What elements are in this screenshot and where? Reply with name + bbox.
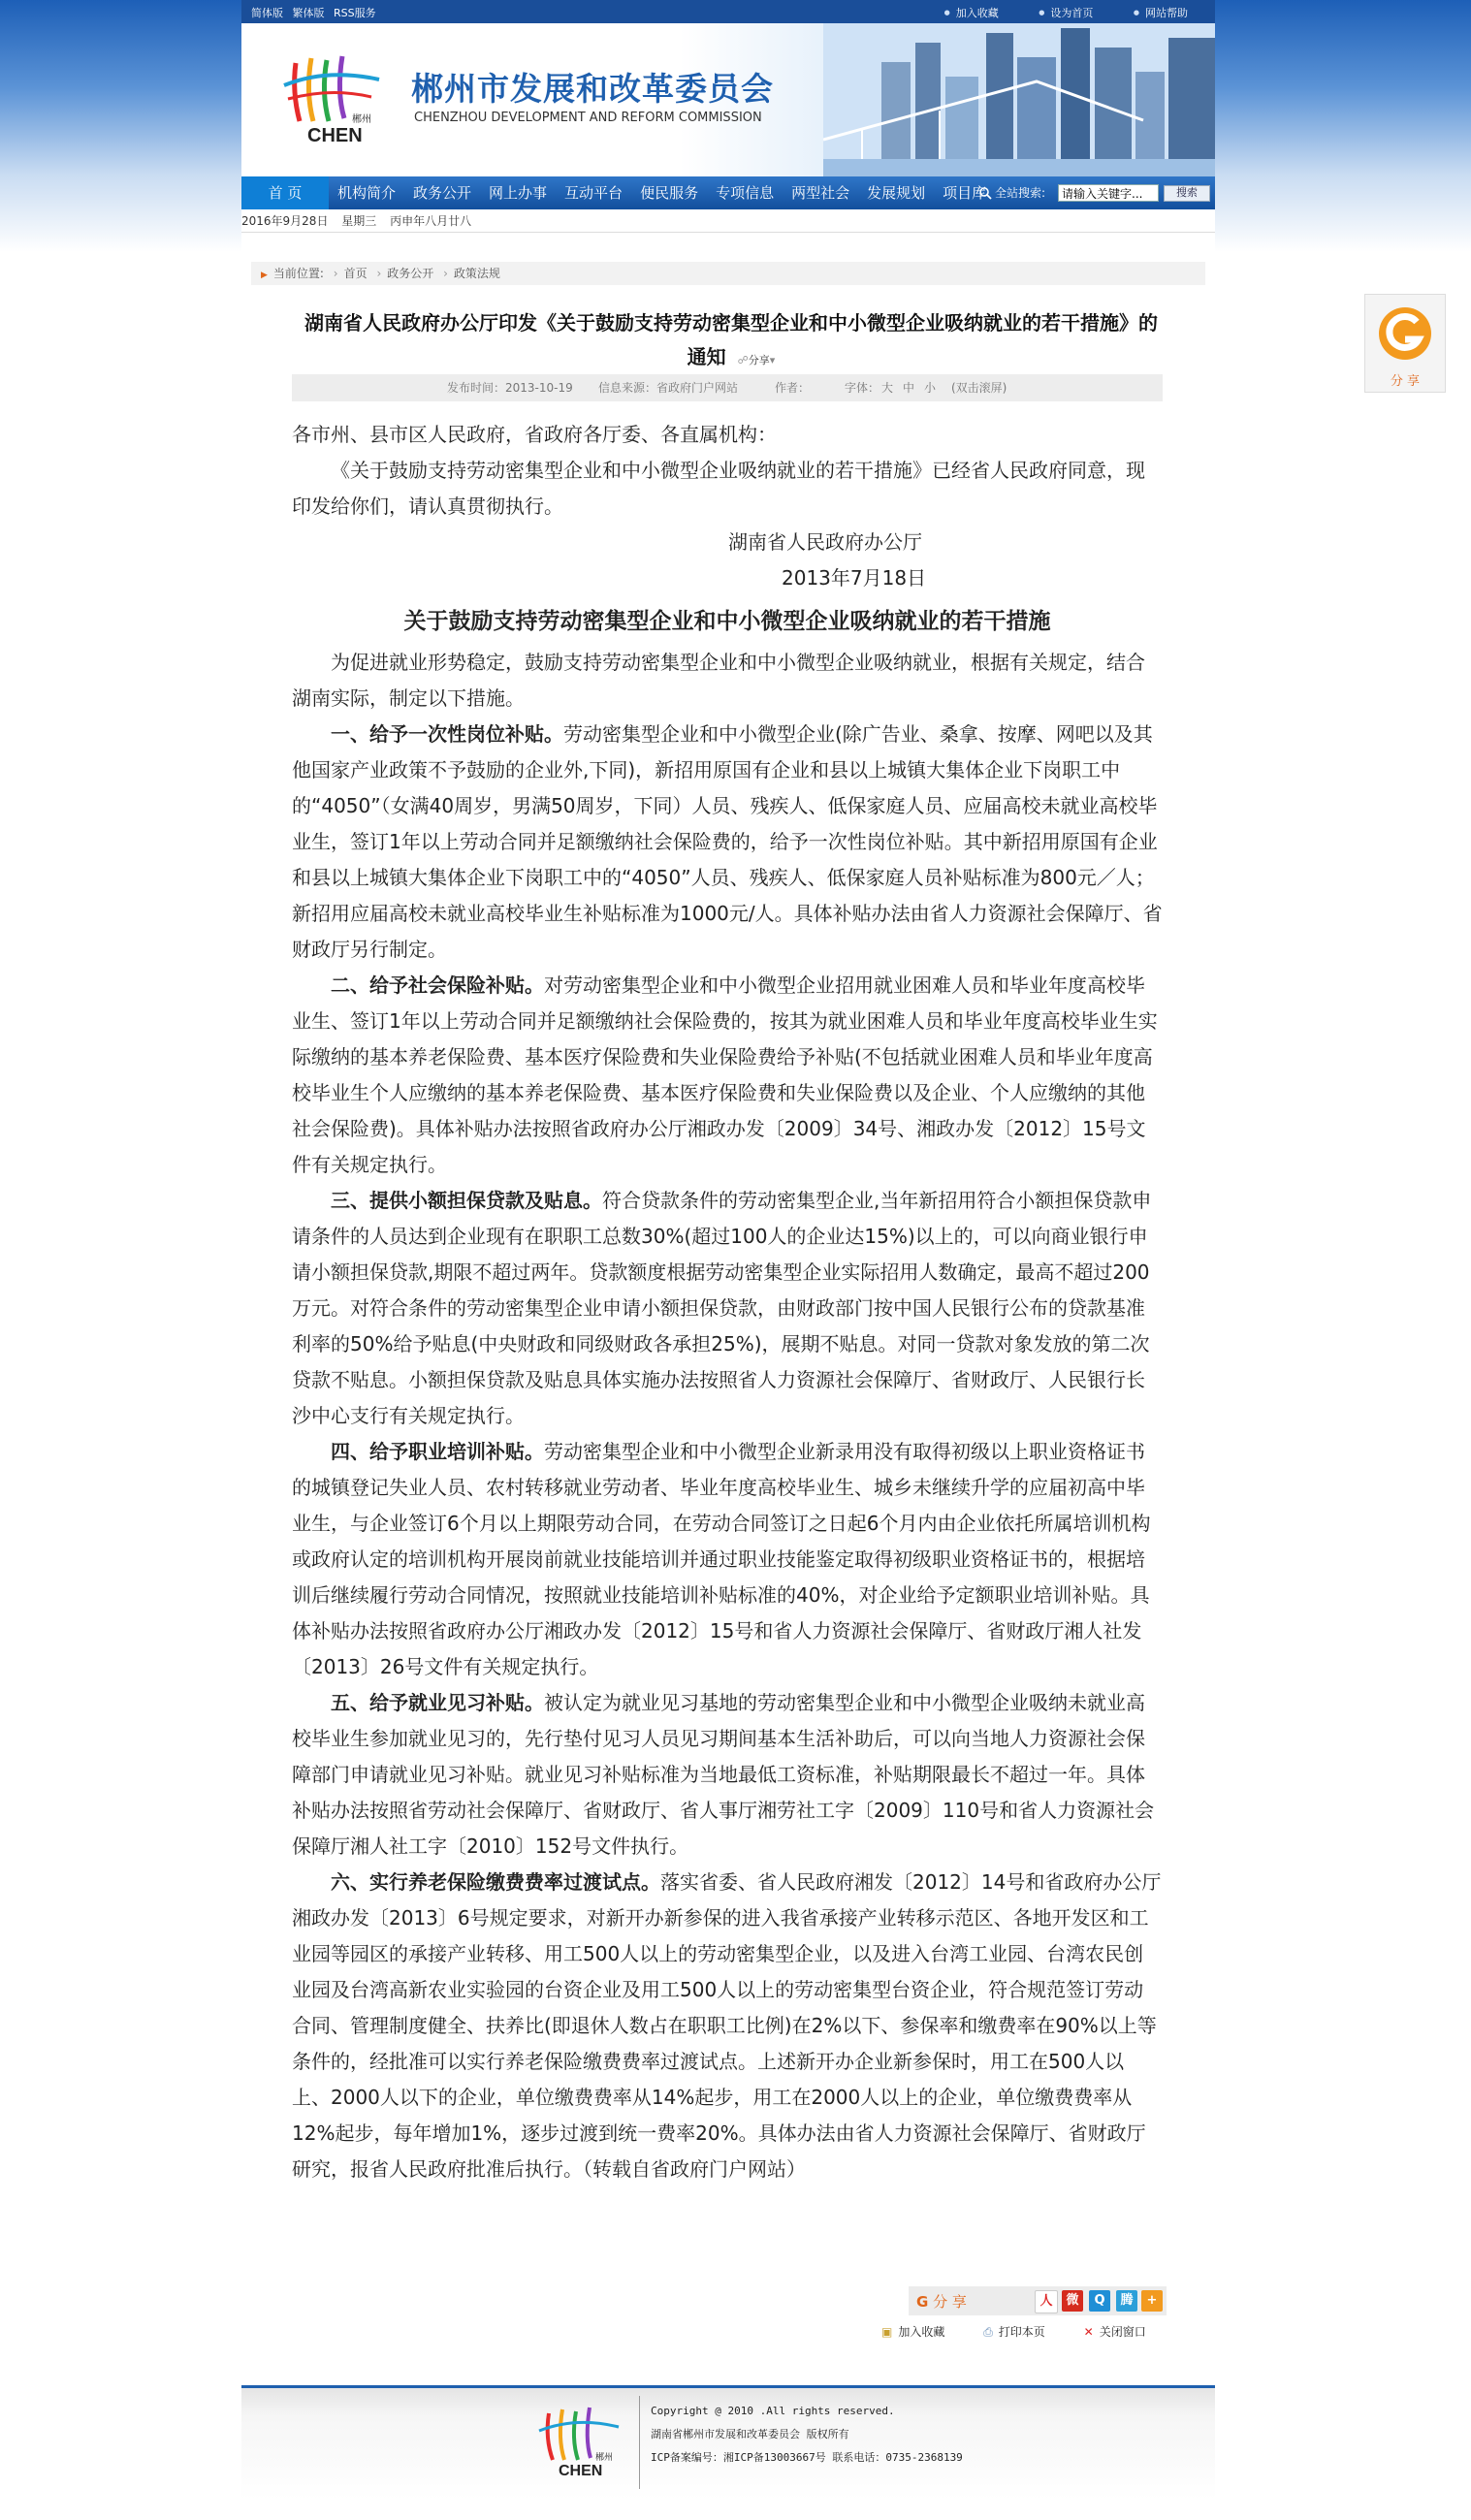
tool-close-window[interactable] (1084, 2325, 1164, 2339)
section-5-body: 被认定为就业见习基地的劳动密集型企业和中小微型企业吸纳未就业高校毕业生参加就业见习的，先行垫付见习人员见习期间基本生活补助后，可以向当地人力资源社会保障部门申请就业见习补贴。就业见习补贴标准为当地最低工资标准，补贴期限最长不超过一年。具体补贴办法按照省劳动社会保障厅、省财政厅、省人事厅湘劳社工字〔2009〕110号和省人力资源社会保障厅湘人社工字〔2010〕152号文件执行。 (292, 1691, 1155, 1858)
footer-logo-text: CHEN (559, 2463, 603, 2479)
footer-icp: ICP备案编号：湘ICP备13003667号 联系电话：0735-2368139 (651, 2451, 963, 2464)
lunar-date: 丙申年八月廿八 (390, 214, 472, 228)
section-1 (292, 717, 1163, 968)
nav-item-about[interactable]: 机构简介 (337, 184, 397, 202)
font-size-medium[interactable]: 中 (903, 381, 915, 395)
intro-paragraph: 《关于鼓励支持劳动密集型企业和中小微型企业吸纳就业的若干措施》已经省人民政府同意，现印发给你们，请认真贯彻执行。 (292, 459, 1145, 518)
link-simplified[interactable]: 简体版 (251, 7, 283, 19)
current-date: 2016年9月28日 (241, 214, 329, 228)
double-click-scroll: (双击滚屏) (951, 381, 1007, 395)
share-bar (909, 2286, 1167, 2315)
nav-item-gov-affairs[interactable]: 政务公开 (413, 184, 472, 202)
nav-item-two-type-society[interactable]: 两型社会 (791, 184, 850, 202)
share-logo-icon (1376, 304, 1434, 363)
section-4-heading: 四、给予职业培训补贴。 (331, 1440, 544, 1463)
author: 作者： (775, 381, 811, 395)
breadcrumb-label: 当前位置: (272, 267, 324, 280)
top-utility-bar (241, 0, 1215, 23)
share-mini-label: 分享 (748, 354, 770, 367)
link-add-favorite[interactable]: ● 加入收藏 (944, 7, 999, 19)
favorite-icon: ▣ (881, 2325, 893, 2339)
site-subtitle: CHENZHOU DEVELOPMENT AND REFORM COMMISSION (414, 111, 762, 125)
footer-divider (639, 2396, 640, 2489)
article-title: 湖南省人民政府办公厅印发《关于鼓励支持劳动密集型企业和中小微型企业吸纳就业的若干措施》的通知 (304, 311, 1158, 368)
floating-share-widget[interactable] (1364, 294, 1446, 393)
share-qzone-icon[interactable]: Q (1089, 2290, 1110, 2312)
chevron-down-icon: ▾ (769, 354, 776, 367)
share-logo-icon: G (916, 2293, 929, 2311)
article-title-block (300, 306, 1163, 377)
section-3-body: 符合贷款条件的劳动密集型企业,当年新招用符合小额担保贷款申请条件的人员达到企业现有在职职工总数30%(超过100人的企业达15%)以上的，可以向商业银行申请小额担保贷款,期限不超过两年。贷款额度根据劳动密集型企业实际招用人数确定，最高不超过200万元。对符合条件的劳动密集型企业申请小额担保贷款，由财政部门按中国人民银行公布的贷款基准利率的50%给予贴息(中央财政和同级财政各承担25%)，展期不贴息。对同一贷款对象发放的第二次贷款不贴息。小额担保贷款及贴息具体实施办法按照省人力资源社会保障厅、省财政厅、人民银行长沙中心支行有关规定执行。 (292, 1189, 1152, 1427)
date-bar (241, 212, 1215, 233)
info-source: 信息来源：省政府门户网站 (598, 381, 739, 395)
nav-menu (329, 176, 995, 209)
search-input[interactable] (1058, 184, 1159, 202)
section-6-heading: 六、实行养老保险缴费费率过渡试点。 (331, 1870, 660, 1894)
font-size-label: 字体： (845, 381, 880, 395)
share-more-icon[interactable]: + (1141, 2290, 1163, 2312)
header-banner (241, 23, 1215, 176)
site-search (978, 183, 1045, 203)
close-icon: ✕ (1083, 2325, 1094, 2339)
page-tools (881, 2323, 1181, 2340)
share-weibo-icon[interactable]: 微 (1062, 2290, 1083, 2312)
section-2 (292, 968, 1163, 1183)
logo-text: CHEN (307, 125, 363, 145)
nav-item-planning[interactable]: 发展规划 (867, 184, 926, 202)
section-5-heading: 五、给予就业见习补贴。 (331, 1691, 544, 1714)
publish-time: 发布时间：2013-10-19 (447, 381, 573, 395)
salutation: 各市州、县市区人民政府，省政府各厅委、各直属机构： (292, 423, 777, 446)
tool-print[interactable] (983, 2325, 1063, 2339)
current-weekday: 星期三 (341, 214, 377, 228)
share-dropdown[interactable] (738, 354, 776, 367)
search-icon (978, 186, 992, 200)
breadcrumb-home[interactable]: 首页 (343, 267, 368, 280)
link-rss[interactable]: RSS服务 (334, 7, 376, 19)
nav-item-interaction[interactable]: 互动平台 (564, 184, 624, 202)
footer-logo-icon (535, 2402, 623, 2479)
link-site-help[interactable]: ● 网站帮助 (1134, 7, 1188, 19)
search-button[interactable]: 搜索 (1164, 185, 1210, 202)
tool-close-label: 关闭窗口 (1099, 2325, 1146, 2339)
breadcrumb-gov-affairs[interactable]: 政务公开 (387, 267, 434, 280)
link-set-homepage[interactable]: ● 设为首页 (1039, 7, 1093, 19)
link-traditional[interactable]: 繁体版 (292, 7, 325, 19)
section-6-body: 落实省委、省人民政府湘发〔2012〕14号和省政府办公厅湘政办发〔2013〕6号规定要求，对新开办新参保的进入我省承接产业转移示范区、各地开发区和工业园等园区的承接产业转移、用工500人以上的劳动密集型企业，以及进入台湾工业园、台湾农民创业园及台湾高新农业实验园的台资企业及用工500人以上的劳动密集型台资企业，符合规范签订劳动合同、管理制度健全、扶养比(即退休人数占在职职工比例)在2%以下、参保率和缴费率在90%以上等条件的，经批准可以实行养老保险缴费费率过渡试点。上述新开办企业新参保时，用工在500人以上、2000人以下的企业，单位缴费费率从14%起步，用工在2000人以上的企业，单位缴费费率从12%起步，每年增加1%，逐步过渡到统一费率20%。具体办法由省人力资源社会保障厅、省财政厅研究，报省人民政府批准后执行。（转载自省政府门户网站） (292, 1870, 1162, 2181)
section-1-heading: 一、给予一次性岗位补贴。 (331, 722, 563, 746)
footer-text (651, 2400, 963, 2470)
article-meta (292, 374, 1163, 401)
sign-organization: 湖南省人民政府办公厅 (728, 530, 922, 554)
section-3-heading: 三、提供小额担保贷款及贴息。 (331, 1189, 602, 1212)
search-label: 全站搜索: (995, 186, 1046, 200)
nav-item-special-info[interactable]: 专项信息 (716, 184, 775, 202)
footer-logo-small: 郴州 (595, 2453, 614, 2463)
site-logo-icon[interactable] (278, 48, 385, 145)
main-navigation (241, 176, 1215, 209)
section-4 (292, 1434, 1163, 1685)
share-tencent-icon[interactable]: 腾 (1116, 2290, 1137, 2312)
section-5 (292, 1685, 1163, 1865)
tool-add-favorite[interactable] (881, 2325, 962, 2339)
site-title: 郴州市发展和改革委员会 (411, 70, 774, 108)
share-mini-icon: ☍ (737, 354, 749, 367)
tool-add-favorite-label: 加入收藏 (898, 2325, 945, 2339)
nav-item-public-service[interactable]: 便民服务 (640, 184, 699, 202)
article-body (292, 417, 1163, 2187)
section-3 (292, 1183, 1163, 1434)
page-container (241, 0, 1215, 2520)
section-2-body: 对劳动密集型企业和中小微型企业招用就业困难人员和毕业年度高校毕业生、签订1年以上劳动合同并足额缴纳社会保险费的，按其为就业困难人员和毕业年度高校毕业生实际缴纳的基本养老保险费、基本医疗保险费和失业保险费给予补贴(不包括就业困难人员和毕业年度高校毕业生个人应缴纳的基本养老保险费、基本医疗保险费和失业保险费以及企业、个人应缴纳的其他社会保险费)。具体补贴办法按照省政府办公厅湘政办发〔2009〕34号、湘政办发〔2012〕15号文件有关规定执行。 (292, 973, 1158, 1176)
breadcrumb-arrow-icon: ▶ (261, 271, 268, 280)
floating-share-label: 分 享 (1390, 374, 1421, 389)
nav-home[interactable]: 首 页 (241, 176, 329, 209)
footer-owner: 湖南省郴州市发展和改革委员会 版权所有 (651, 2428, 849, 2440)
section-1-body: 劳动密集型企业和中小微型企业(除广告业、桑拿、按摩、网吧以及其他国家产业政策不予鼓励的企业外,下同)，新招用原国有企业和县以上城镇大集体企业下岗职工中的“4050”（女满40周岁，男满50周岁，下同）人员、残疾人、低保家庭人员、应届高校未就业高校毕业生，签订1年以上劳动合同并足额缴纳社会保险费的，给予一次性岗位补贴。其中新招用原国有企业和县以上城镇大集体企业下岗职工中的“4050”人员、残疾人、低保家庭人员补贴标准为800元／人；新招用应届高校未就业高校毕业生补贴标准为1000元/人。具体补贴办法由省人力资源社会保障厅、省财政厅另行制定。 (292, 722, 1163, 961)
footer-copyright: Copyright @ 2010 .All rights reserved. (651, 2405, 895, 2417)
nav-item-project-library[interactable]: 项目库 (943, 184, 987, 202)
site-footer (241, 2385, 1215, 2501)
section-6 (292, 1865, 1163, 2187)
breadcrumb: ▶ 当前位置: › 首页 › 政务公开 › 政策法规 (251, 262, 1205, 285)
preamble-paragraph: 为促进就业形势稳定，鼓励支持劳动密集型企业和中小微型企业吸纳就业，根据有关规定，结合湖南实际，制定以下措施。 (292, 651, 1145, 710)
share-bar-label[interactable] (916, 2291, 967, 2312)
print-icon: ⎙ (983, 2325, 993, 2339)
section-4-body: 劳动密集型企业和中小微型企业新录用没有取得初级以上职业资格证书的城镇登记失业人员、农村转移就业劳动者、毕业年度高校毕业生、城乡未继续升学的应届初高中毕业生，与企业签订6个月以上期限劳动合同，在劳动合同签订之日起6个月内由企业依托所属培训机构或政府认定的培训机构开展岗前就业技能培训并通过职业技能鉴定取得初级职业资格证书的，根据培训后继续履行劳动合同情况，按照就业技能培训补贴标准的40%，对企业给予定额职业培训补贴。具体补贴办法按照省政府办公厅湘政办发〔2012〕15号和省人力资源社会保障厅、省财政厅湘人社发〔2013〕26号文件有关规定执行。 (292, 1440, 1151, 1678)
section-2-heading: 二、给予社会保险补贴。 (331, 973, 544, 997)
tool-print-label: 打印本页 (998, 2325, 1045, 2339)
sign-date: 2013年7月18日 (782, 566, 927, 590)
font-size-large[interactable]: 大 (881, 381, 894, 395)
city-skyline-image (823, 23, 1215, 176)
breadcrumb-policy[interactable]: 政策法规 (453, 267, 500, 280)
utility-links (908, 5, 1188, 20)
font-size-small[interactable]: 小 (924, 381, 937, 395)
nav-item-online-service[interactable]: 网上办事 (489, 184, 548, 202)
document-subtitle: 关于鼓励支持劳动密集型企业和中小微型企业吸纳就业的若干措施 (403, 609, 1051, 634)
share-bar-text: 分 享 (933, 2293, 967, 2311)
logo-small-text: 郴州 (352, 114, 371, 125)
language-links (251, 5, 382, 20)
share-renren-icon[interactable]: 人 (1035, 2290, 1058, 2313)
